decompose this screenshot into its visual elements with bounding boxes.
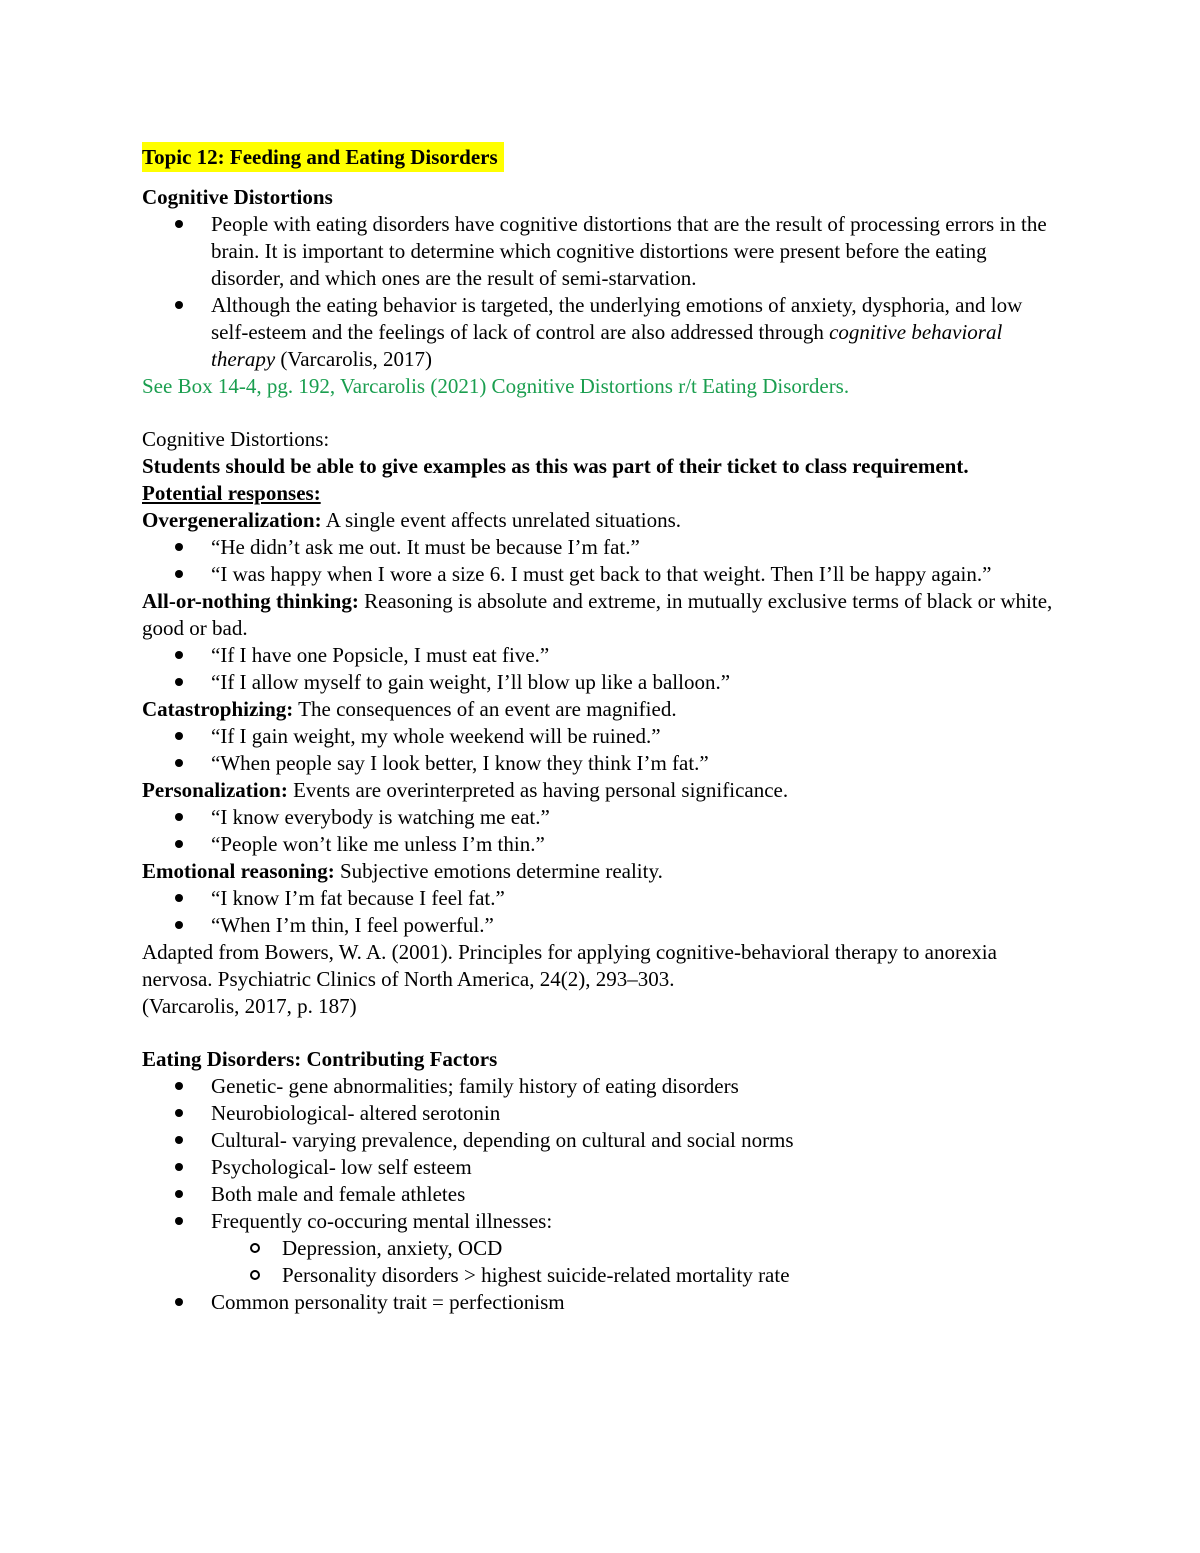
list-item: Neurobiological- altered serotonin bbox=[211, 1100, 1062, 1127]
distortion-list bbox=[142, 507, 1062, 939]
list-item: “If I gain weight, my whole weekend will be ruined.” bbox=[211, 723, 1062, 750]
list-item: “If I have one Popsicle, I must eat five.” bbox=[211, 642, 1062, 669]
list-item: “People won’t like me unless I’m thin.” bbox=[211, 831, 1062, 858]
list-item: Psychological- low self esteem bbox=[211, 1154, 1062, 1181]
distortions-label: Cognitive Distortions: bbox=[142, 427, 330, 451]
comorbidity-sublist bbox=[211, 1235, 1062, 1289]
distortion-emotional-reasoning: Emotional reasoning: Subjective emotions determine reality. bbox=[142, 859, 663, 883]
list-item: “I know everybody is watching me eat.” bbox=[211, 804, 1062, 831]
list-item: “If I allow myself to gain weight, I’ll blow up like a balloon.” bbox=[211, 669, 1062, 696]
sub-list-item: Personality disorders > highest suicide-related mortality rate bbox=[282, 1262, 1062, 1289]
contributing-factors-heading: Eating Disorders: Contributing Factors bbox=[142, 1047, 498, 1071]
distortion-catastrophizing: Catastrophizing: The consequences of an event are magnified. bbox=[142, 697, 677, 721]
potential-responses-heading: Potential responses: bbox=[142, 481, 321, 505]
list-item: “He didn’t ask me out. It must be because I’m fat.” bbox=[211, 534, 1062, 561]
sub-list-item: Depression, anxiety, OCD bbox=[282, 1235, 1062, 1262]
contributing-factors-list bbox=[142, 1073, 1062, 1316]
cognitive-distortions-heading: Cognitive Distortions bbox=[142, 185, 333, 209]
list-item: Although the eating behavior is targeted, the underlying emotions of anxiety, dysphoria, and low self-esteem and the feelings of lack of control are also addressed through cognitive behavioral therapy (Varcarolis, 2017) bbox=[211, 292, 1062, 373]
students-note: Students should be able to give examples as this was part of their ticket to class requirement. bbox=[142, 454, 969, 478]
distortion-personalization: Personalization: Events are overinterpreted as having personal significance. bbox=[142, 778, 789, 802]
document-page bbox=[142, 140, 1062, 1316]
list-item: “I know I’m fat because I feel fat.” bbox=[211, 885, 1062, 912]
distortion-overgeneralization: Overgeneralization: A single event affects unrelated situations. bbox=[142, 508, 682, 532]
list-item: Genetic- gene abnormalities; family history of eating disorders bbox=[211, 1073, 1062, 1100]
list-item: “When people say I look better, I know they think I’m fat.” bbox=[211, 750, 1062, 777]
distortion-all-or-nothing: All-or-nothing thinking: Reasoning is absolute and extreme, in mutually exclusive terms of black or white, good or bad. bbox=[142, 589, 1053, 640]
cognitive-bullet-list bbox=[142, 211, 1062, 373]
topic-title: Topic 12: Feeding and Eating Disorders bbox=[142, 142, 504, 172]
list-item: Both male and female athletes bbox=[211, 1181, 1062, 1208]
list-item: Frequently co-occuring mental illnesses: Depression, anxiety, OCD Personality disorders > highest suicide-related mortality rate bbox=[211, 1208, 1062, 1289]
list-item: “When I’m thin, I feel powerful.” bbox=[211, 912, 1062, 939]
reference-line: See Box 14-4, pg. 192, Varcarolis (2021) Cognitive Distortions r/t Eating Disorders. bbox=[142, 374, 850, 398]
list-item: “I was happy when I wore a size 6. I must get back to that weight. Then I’ll be happy again.” bbox=[211, 561, 1062, 588]
list-item: Cultural- varying prevalence, depending on cultural and social norms bbox=[211, 1127, 1062, 1154]
list-item: Common personality trait = perfectionism bbox=[211, 1289, 1062, 1316]
adapted-from-citation: Adapted from Bowers, W. A. (2001). Principles for applying cognitive-behavioral therapy to anorexia nervosa. Psychiatric Clinics of North America, 24(2), 293–303. bbox=[142, 940, 997, 991]
list-item: People with eating disorders have cognitive distortions that are the result of processing errors in the brain. It is important to determine which cognitive distortions were present before the eating disorder, and which ones are the result of semi-starvation. bbox=[211, 211, 1062, 292]
varcarolis-citation: (Varcarolis, 2017, p. 187) bbox=[142, 994, 357, 1018]
